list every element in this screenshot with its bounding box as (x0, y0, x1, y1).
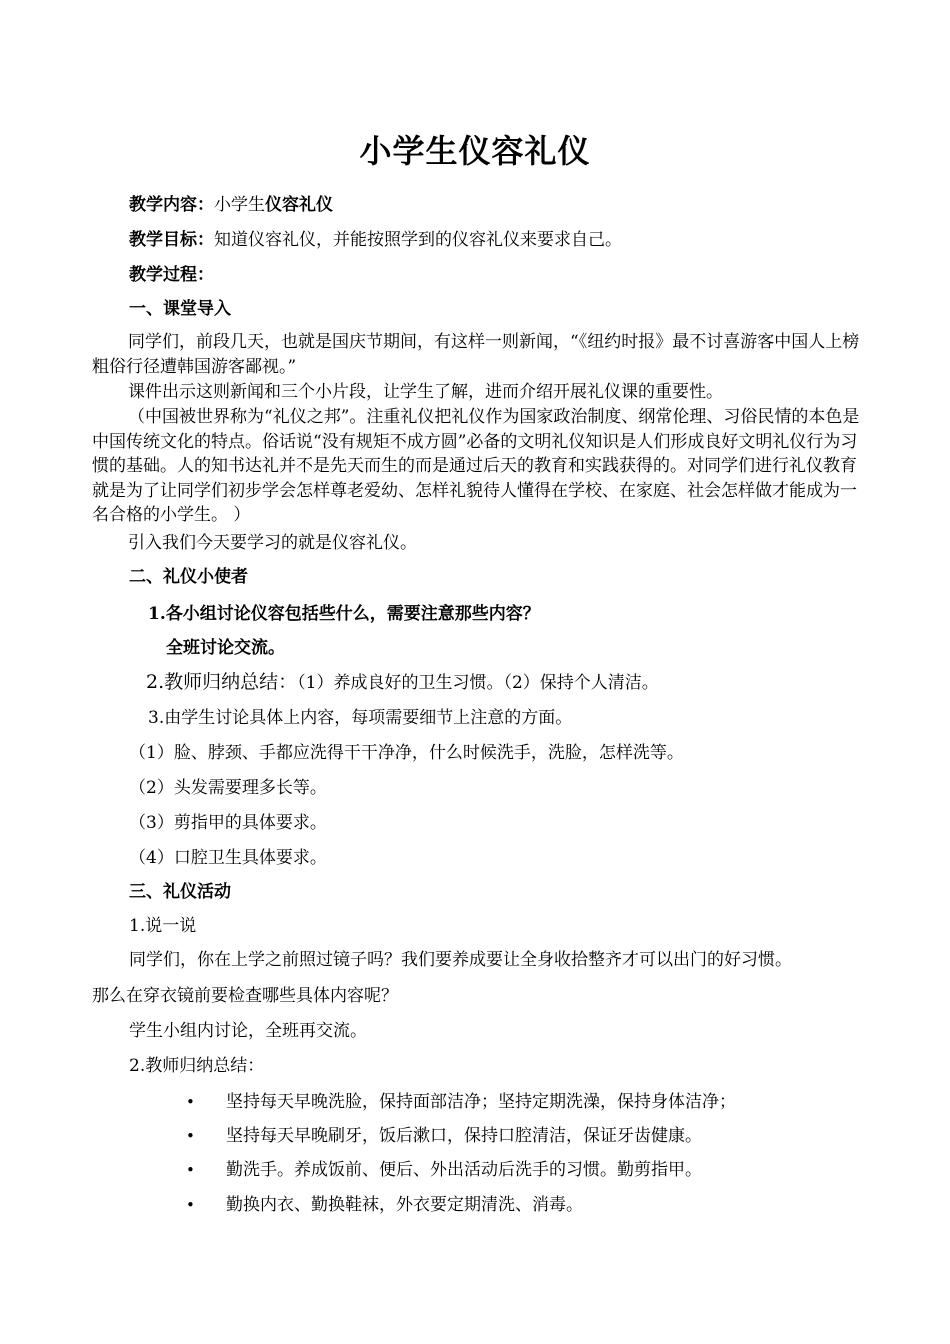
bullet-icon: • (186, 1093, 195, 1111)
section1-paragraph-4: 引入我们今天要学习的就是仪容礼仪。 (128, 533, 417, 553)
bullet-icon: • (186, 1161, 195, 1179)
section2-sub-3: （3）剪指甲的具体要求。 (129, 813, 327, 833)
page-title: 小学生仪容礼仪 (359, 132, 591, 170)
item2-text: （1）养成良好的卫生习惯。（2）保持个人清洁。 (297, 673, 659, 693)
section3-paragraph-1a: 同学们，你在上学之前照过镜子吗？我们要养成要让全身收拾整齐才可以出门的好习惯。 (129, 950, 792, 970)
goal-label: 教学目标： (129, 230, 214, 250)
bullet-item-4: 勤换内衣、勤换鞋袜，外衣要定期清洗、消毒。 (226, 1195, 583, 1215)
section2-item-1: 1.各小组讨论仪容包括些什么，需要注意那些内容？ (148, 604, 540, 624)
bullet-item-2: 坚持每天早晚刷牙，饭后漱口，保持口腔清洁，保证牙齿健康。 (226, 1126, 702, 1146)
content-text: 小学生 (214, 195, 265, 215)
section2-item-1-sub: 全班讨论交流。 (166, 638, 285, 658)
bullet-icon: • (186, 1127, 195, 1145)
teaching-content (129, 193, 333, 217)
section3-paragraph-2: 学生小组内讨论，全班再交流。 (129, 1021, 367, 1041)
section2-item-2 (146, 670, 659, 695)
content-text-bold: 仪容礼仪 (265, 195, 333, 215)
item2-label: 2.教师归纳总结： (146, 671, 298, 693)
bullet-item-1: 坚持每天早晚洗脸，保持面部洁净；坚持定期洗澡，保持身体洁净； (226, 1092, 736, 1112)
bullet-icon: • (186, 1196, 195, 1214)
section2-sub-4: （4）口腔卫生具体要求。 (129, 848, 327, 868)
section2-sub-2: （2）头发需要理多长等。 (129, 778, 327, 798)
section3-heading: 三、礼仪活动 (129, 882, 231, 902)
section2-heading: 二、礼仪小使者 (129, 567, 248, 587)
process-label: 教学过程： (129, 265, 214, 285)
bullet-item-3: 勤洗手。养成饭前、便后、外出活动后洗手的习惯。勤剪指甲。 (226, 1160, 702, 1180)
section1-heading: 一、课堂导入 (129, 299, 231, 319)
teaching-goal (129, 228, 622, 252)
section1-paragraph-2: 课件出示这则新闻和三个小片段，让学生了解，进而介绍开展礼仪课的重要性。 (128, 382, 723, 402)
section2-item-3: 3.由学生讨论具体上内容，每项需要细节上注意的方面。 (148, 708, 573, 728)
goal-text: 知道仪容礼仪，并能按照学到的仪容礼仪来要求自己。 (214, 230, 622, 250)
content-label: 教学内容： (129, 195, 214, 215)
section3-paragraph-1b: 那么在穿衣镜前要检查哪些具体内容呢？ (92, 986, 398, 1006)
section1-paragraph-3: （中国被世界称为“礼仪之邦”。注重礼仪把礼仪作为国家政治制度、纲常伦理、习俗民情的本色是中国传统文化的特点。俗话说“没有规矩不成方圆”必备的文明礼仪知识是人们形成良好文明礼仪行为习惯的基础。人的知书达礼并不是先天而生的而是通过后天的教育和实践获得的。对同学们进行礼仪教育就是为了让同学们初步学会怎样尊老爱幼、怎样礼貌待人懂得在学校、在家庭、社会怎样做才能成为一名合格的小学生。 ） (92, 407, 860, 526)
section1-paragraph-1: 同学们，前段几天，也就是国庆节期间，有这样一则新闻，“《纽约时报》最不讨喜游客中国人上榜 粗俗行径遭韩国游客鄙视。” (92, 332, 860, 377)
section3-summary: 2.教师归纳总结： (129, 1056, 265, 1076)
section2-sub-1: （1）脸、脖颈、手都应洗得干干净净，什么时候洗手，洗脸，怎样洗等。 (129, 743, 684, 763)
section3-say: 1.说一说 (129, 916, 197, 936)
